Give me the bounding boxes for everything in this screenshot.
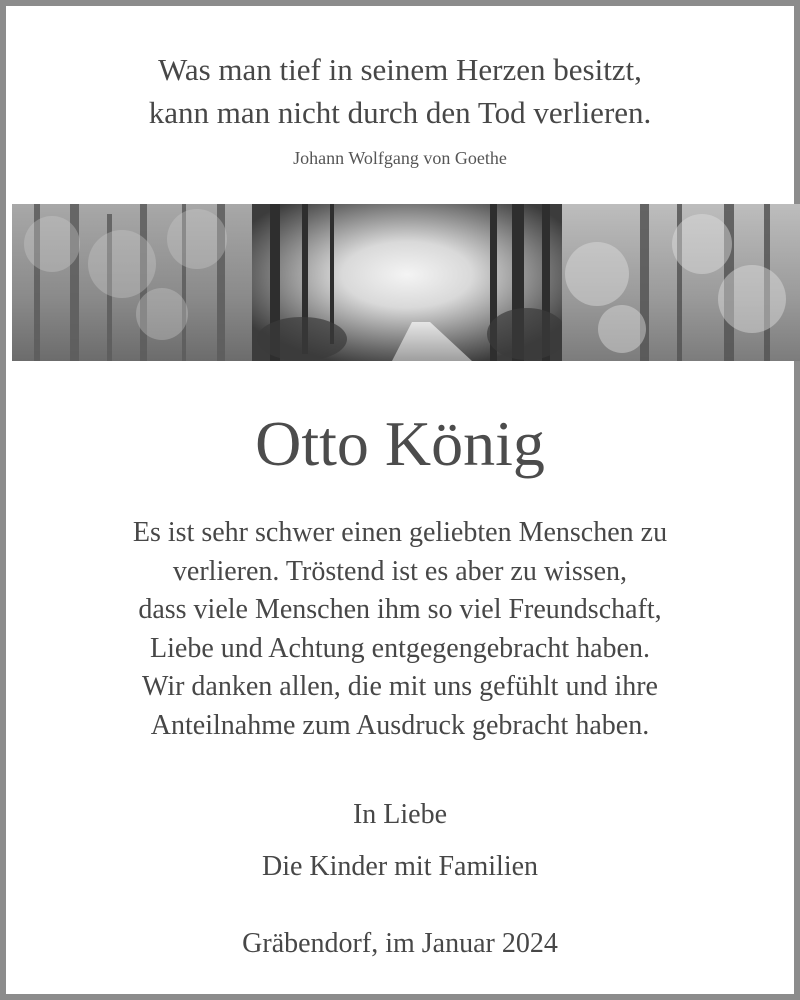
family-signature: Die Kinder mit Familien — [261, 851, 539, 882]
deceased-name: Otto König — [255, 408, 545, 479]
message-line: Anteilnahme zum Ausdruck gebracht haben. — [150, 709, 650, 741]
message-text — [6, 514, 794, 745]
place-date: Gräbendorf, im Januar 2024 — [242, 928, 558, 959]
message-line: Liebe und Achtung entgegengebracht haben. — [150, 632, 650, 664]
message-line: Es ist sehr schwer einen geliebten Menschen zu — [132, 517, 668, 548]
quote-line-2: kann man nicht durch den Tod verlieren. — [148, 95, 652, 130]
quote-block — [6, 48, 794, 134]
message-line: Wir danken allen, die mit uns gefühlt und ihre — [142, 671, 658, 702]
forest-path-image — [12, 204, 800, 361]
quote-author: Johann Wolfgang von Goethe — [293, 148, 507, 168]
closing-text: In Liebe — [352, 799, 448, 830]
message-line: verlieren. Tröstend ist es aber zu wissen, — [172, 555, 628, 587]
message-line: dass viele Menschen ihm so viel Freundschaft, — [138, 594, 662, 625]
quote-line-1: Was man tief in seinem Herzen besitzt, — [158, 52, 642, 87]
